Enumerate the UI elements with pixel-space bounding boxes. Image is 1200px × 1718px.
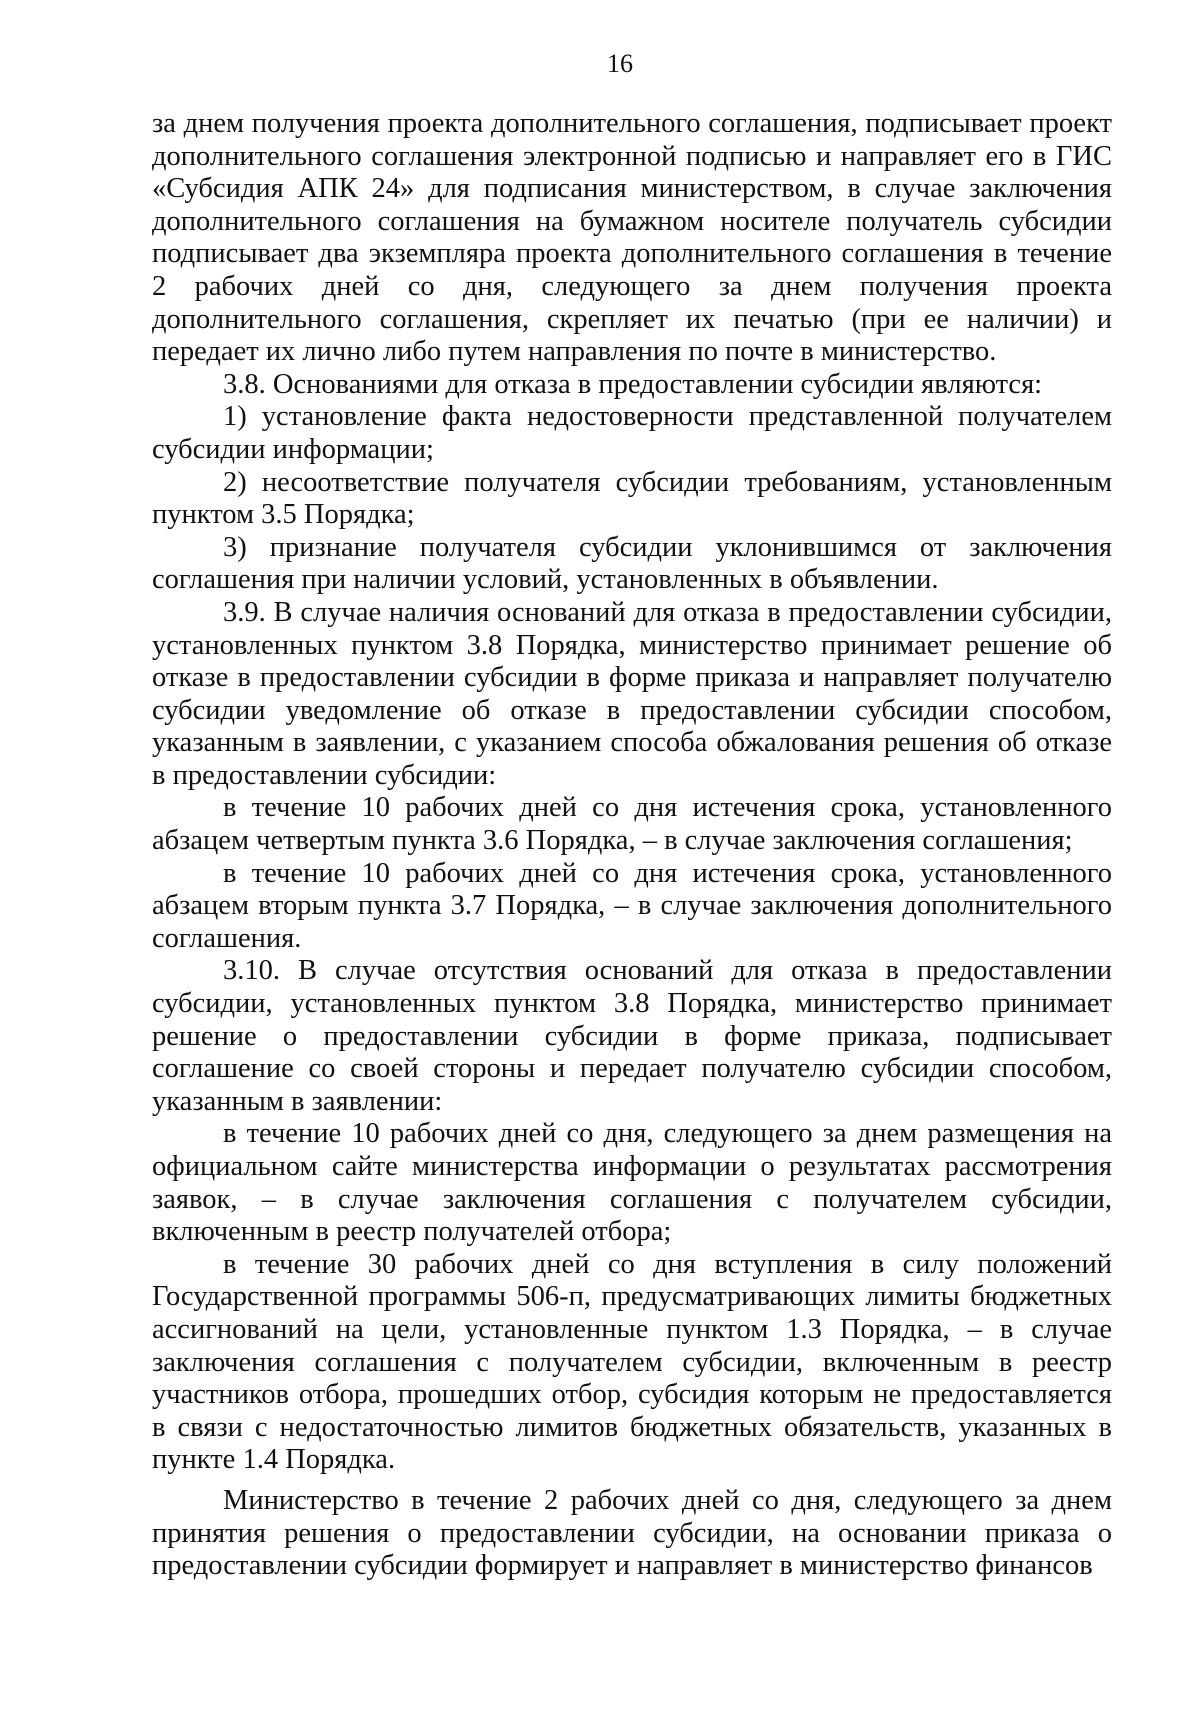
paragraph-ministry: Министерство в течение 2 рабочих дней со дня, следующего за днем принятия решения о предоставлении субсидии, на основании приказа о предоставлении субсидии формирует и направляет в министерство финансов (152, 1484, 1112, 1582)
paragraph-3-10-term-1: в течение 10 рабочих дней со дня, следующего за днем размещения на официальном сайте министерства информации о результатах рассмотрения заявок, – в случае заключения соглашения с получателем субсидии, включенным в реестр получателей отбора; (152, 1118, 1112, 1248)
document-body (152, 108, 1112, 1583)
paragraph-3-9: 3.9. В случае наличия оснований для отказа в предоставлении субсидии, установленных пунктом 3.8 Порядка, министерство принимает решение об отказе в предоставлении субсидии в форме приказа и направляет получателю субсидии уведомление об отказе в предоставлении субсидии способом, указанным в заявлении, с указанием способа обжалования решения об отказе в предоставлении субсидии: (152, 596, 1112, 791)
paragraph-3-9-term-1: в течение 10 рабочих дней со дня истечения срока, установленного абзацем четвертым пункта 3.6 Порядка, – в случае заключения соглашения; (152, 792, 1112, 857)
paragraph-3-10: 3.10. В случае отсутствия оснований для отказа в предоставлении субсидии, установленных пунктом 3.8 Порядка, министерство принимает решение о предоставлении субсидии в форме приказа, подписывает соглашение со своей стороны и передает получателю субсидии способом, указанным в заявлении: (152, 955, 1112, 1117)
page-number: 16 (607, 49, 633, 78)
paragraph-continuation: за днем получения проекта дополнительного соглашения, подписывает проект дополнительного соглашения электронной подписью и направляет его в ГИС «Субсидия АПК 24» для подписания министерством, в случае заключения дополнительного соглашения на бумажном носителе получатель субсидии подписывает два экземпляра проекта дополнительного соглашения в течение 2 рабочих дней со дня, следующего за днем получения проекта дополнительного соглашения, скрепляет их печатью (при ее наличии) и передает их лично либо путем направления по почте в министерство. (152, 108, 1112, 368)
paragraph-3-10-term-2: в течение 30 рабочих дней со дня вступления в силу положений Государственной программы 506-п, предусматривающих лимиты бюджетных ассигнований на цели, установленные пунктом 1.3 Порядка, – в случае заключения соглашения с получателем субсидии, включенным в реестр участников отбора, прошедших отбор, субсидия которым не предоставляется в связи с недостаточностью лимитов бюджетных обязательств, указанных в пункте 1.4 Порядка. (152, 1248, 1112, 1476)
paragraph-3-8-item-2: 2) несоответствие получателя субсидии требованиям, установленным пунктом 3.5 Порядка; (152, 466, 1112, 531)
paragraph-3-8: 3.8. Основаниями для отказа в предоставлении субсидии являются: (223, 368, 1043, 400)
paragraph-3-9-term-2: в течение 10 рабочих дней со дня истечения срока, установленного абзацем вторым пункта 3.7 Порядка, – в случае заключения дополнительного соглашения. (152, 857, 1112, 954)
paragraph-3-8-item-1: 1) установление факта недостоверности представленной получателем субсидии информации; (152, 401, 1112, 465)
paragraph-3-8-item-3: 3) признание получателя субсидии уклонившимся от заключения соглашения при наличии условий, установленных в объявлении. (152, 531, 1112, 596)
